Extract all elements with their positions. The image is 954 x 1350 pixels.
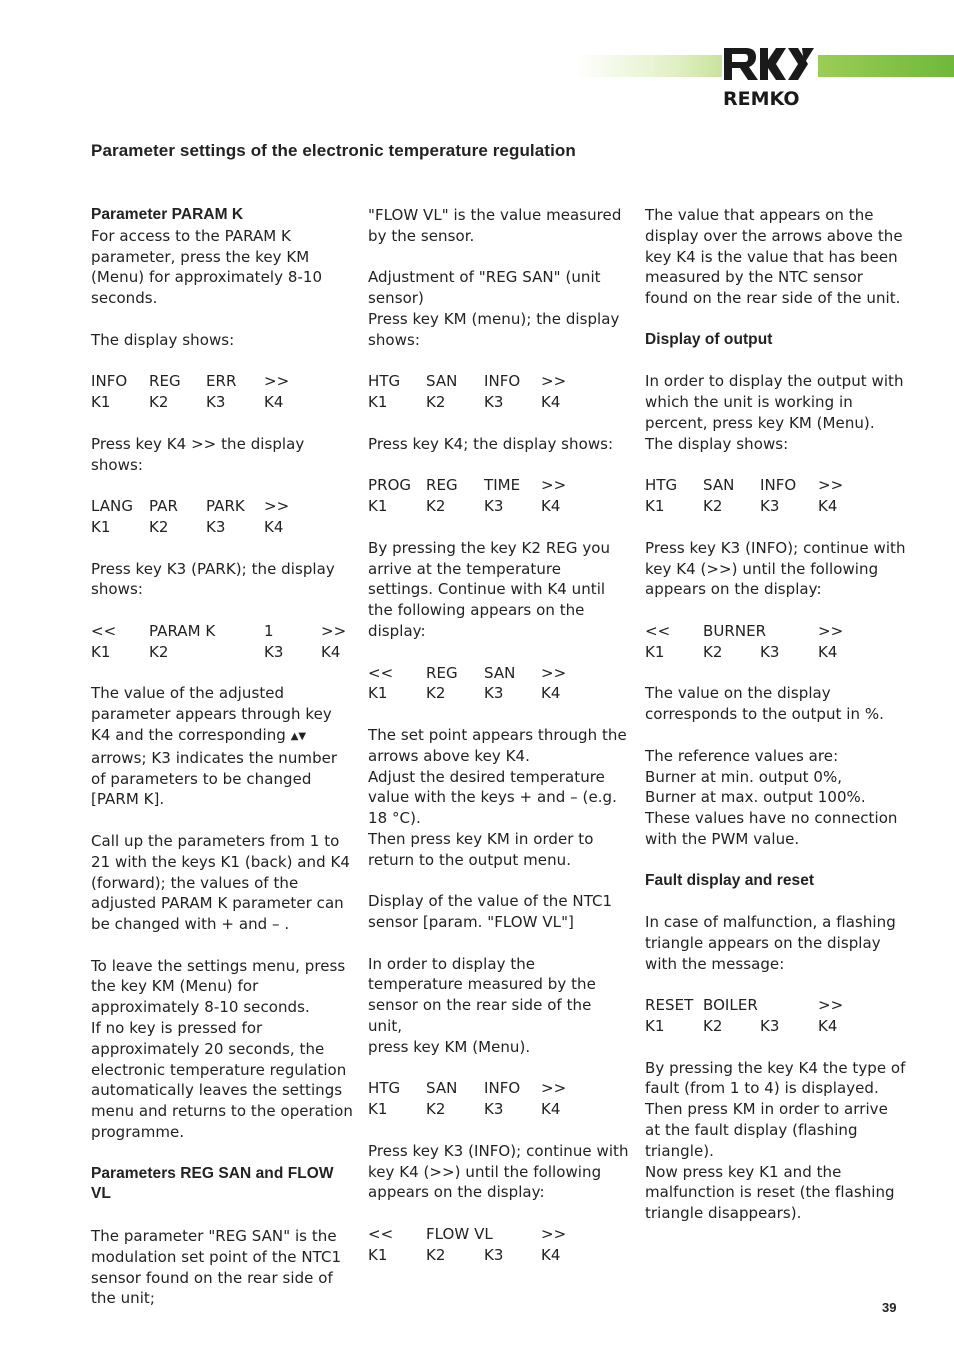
para-ntc1: Display of the value of the NTC1 sensor [param. "FLOW VL"] — [368, 892, 613, 932]
para-access: For access to the PARAM K parameter, press the key KM (Menu) for approximately 8-10 seconds. — [91, 226, 323, 308]
para-return: Then press key KM in order to return to the output menu. — [368, 829, 594, 869]
para-fault: In case of malfunction, a flashing triangle appears on the display with the message: — [645, 913, 896, 973]
para-reset: Now press key K1 and the malfunction is reset (the flashing triangle disappears). — [645, 1162, 895, 1223]
column-2 — [368, 205, 630, 1286]
para-display-shows: The display shows: — [645, 434, 789, 453]
para-press-km: Press key KM (menu); the display shows: — [368, 309, 620, 349]
para-press-km-menu: press key KM (Menu). — [368, 1037, 531, 1056]
display-table-7: HTG SAN INFO >> K1 K2 K3 K4 — [368, 1079, 567, 1119]
page-number: 39 — [882, 1300, 897, 1315]
heading-fault: Fault display and reset — [645, 871, 815, 889]
para-no-key: If no key is pressed for approximately 20 seconds, the electronic temperature regulation automatically leaves the settings menu and returns to the operation programme. — [91, 1019, 353, 1142]
remko-logo — [718, 42, 826, 108]
para-flow-vl: "FLOW VL" is the value measured by the sensor. — [368, 206, 622, 245]
para-set-point: The set point appears through the arrows above key K4. — [368, 725, 627, 765]
para-press-k3-info: Press key K3 (INFO); continue with key K4 (>>) until the following appears on the display: — [645, 538, 906, 599]
para-display-output: In order to display the output with which the unit is working in percent, press key KM (Menu). — [645, 372, 904, 432]
para-press-k4: Press key K4; the display shows: — [368, 434, 614, 453]
para-no-connection: These values have no connection with the PWM value. — [645, 809, 898, 848]
para-value-adjusted: The value of the adjusted parameter appears through key K4 and the corresponding ▲▼ arrows; K3 indicates the number of parameters to be changed [PARM K]. — [91, 684, 338, 809]
para-adjustment: Adjustment of "REG SAN" (unit sensor) — [368, 268, 601, 308]
display-table-2: LANG PAR PARK >> K1 K2 K3 K4 — [91, 497, 290, 536]
display-table-9: HTG SAN INFO >> K1 K2 K3 K4 — [645, 476, 844, 516]
para-fault-type: By pressing the key K4 the type of fault (from 1 to 4) is displayed. — [645, 1058, 906, 1098]
para-leave-menu: To leave the settings menu, press the key KM (Menu) for approximately 8-10 seconds. — [91, 956, 346, 1017]
para-display-shows: The display shows: — [91, 330, 235, 349]
para-press-k4: Press key K4 >> the display shows: — [91, 434, 305, 474]
para-in-order: In order to display the temperature measured by the sensor on the rear side of the unit, — [368, 954, 596, 1036]
para-adjust-temp: Adjust the desired temperature value with the keys + and – (e.g. 18 °C). — [368, 767, 617, 828]
para-reference: The reference values are: — [645, 746, 839, 765]
display-table-8: << FLOW VL >> K1 K2 K3 K4 — [368, 1225, 567, 1264]
display-table-3: << PARAM K 1 >> K1 K2 K3 K4 — [91, 621, 347, 661]
display-table-6: << REG SAN >> K1 K2 K3 K4 — [368, 663, 567, 703]
logo-text: REMKO — [723, 88, 800, 108]
para-reg-san: The parameter "REG SAN" is the modulation set point of the NTC1 sensor found on the rear side of the unit; — [91, 1227, 342, 1308]
para-burner-min: Burner at min. output 0%, — [645, 767, 843, 786]
para-call-up: Call up the parameters from 1 to 21 with the keys K1 (back) and K4 (forward); the values of the adjusted PARAM K parameter can be changed with + and – . — [91, 831, 350, 934]
heading-reg-san: Parameters REG SAN and FLOW VL — [91, 1164, 334, 1203]
display-table-10: << BURNER >> K1 K2 K3 K4 — [645, 621, 844, 661]
para-value-display: The value that appears on the display over the arrows above the key K4 is the value that has been measured by the NTC sensor found on the rear side of the unit. — [645, 206, 903, 308]
display-table-11: RESET BOILER >> K1 K2 K3 K4 — [645, 996, 844, 1036]
para-press-k3-info: Press key K3 (INFO); continue with key K4 (>>) until the following appears on the display: — [368, 1141, 629, 1202]
column-1 — [91, 205, 353, 1330]
display-table-4: HTG SAN INFO >> K1 K2 K3 K4 — [368, 372, 567, 412]
page-title: Parameter settings of the electronic temperature regulation — [91, 141, 576, 160]
column-3 — [645, 205, 907, 1245]
display-table-1: INFO REG ERR >> K1 K2 K3 K4 — [91, 372, 290, 412]
para-fault-display: Then press KM in order to arrive at the fault display (flashing triangle). — [645, 1100, 888, 1160]
para-press-k2: By pressing the key K2 REG you arrive at the temperature settings. Continue with K4 until the following appears on the display: — [368, 538, 611, 640]
para-burner-max: Burner at max. output 100%. — [645, 788, 866, 807]
para-press-k3: Press key K3 (PARK); the display shows: — [91, 559, 335, 599]
up-down-arrows-icon: ▲▼ — [290, 730, 307, 742]
display-table-5: PROG REG TIME >> K1 K2 K3 K4 — [368, 476, 567, 516]
heading-param-k: Parameter PARAM K — [91, 206, 244, 223]
para-output-percent: The value on the display corresponds to the output in %. — [645, 684, 884, 724]
heading-display-output: Display of output — [645, 330, 773, 348]
